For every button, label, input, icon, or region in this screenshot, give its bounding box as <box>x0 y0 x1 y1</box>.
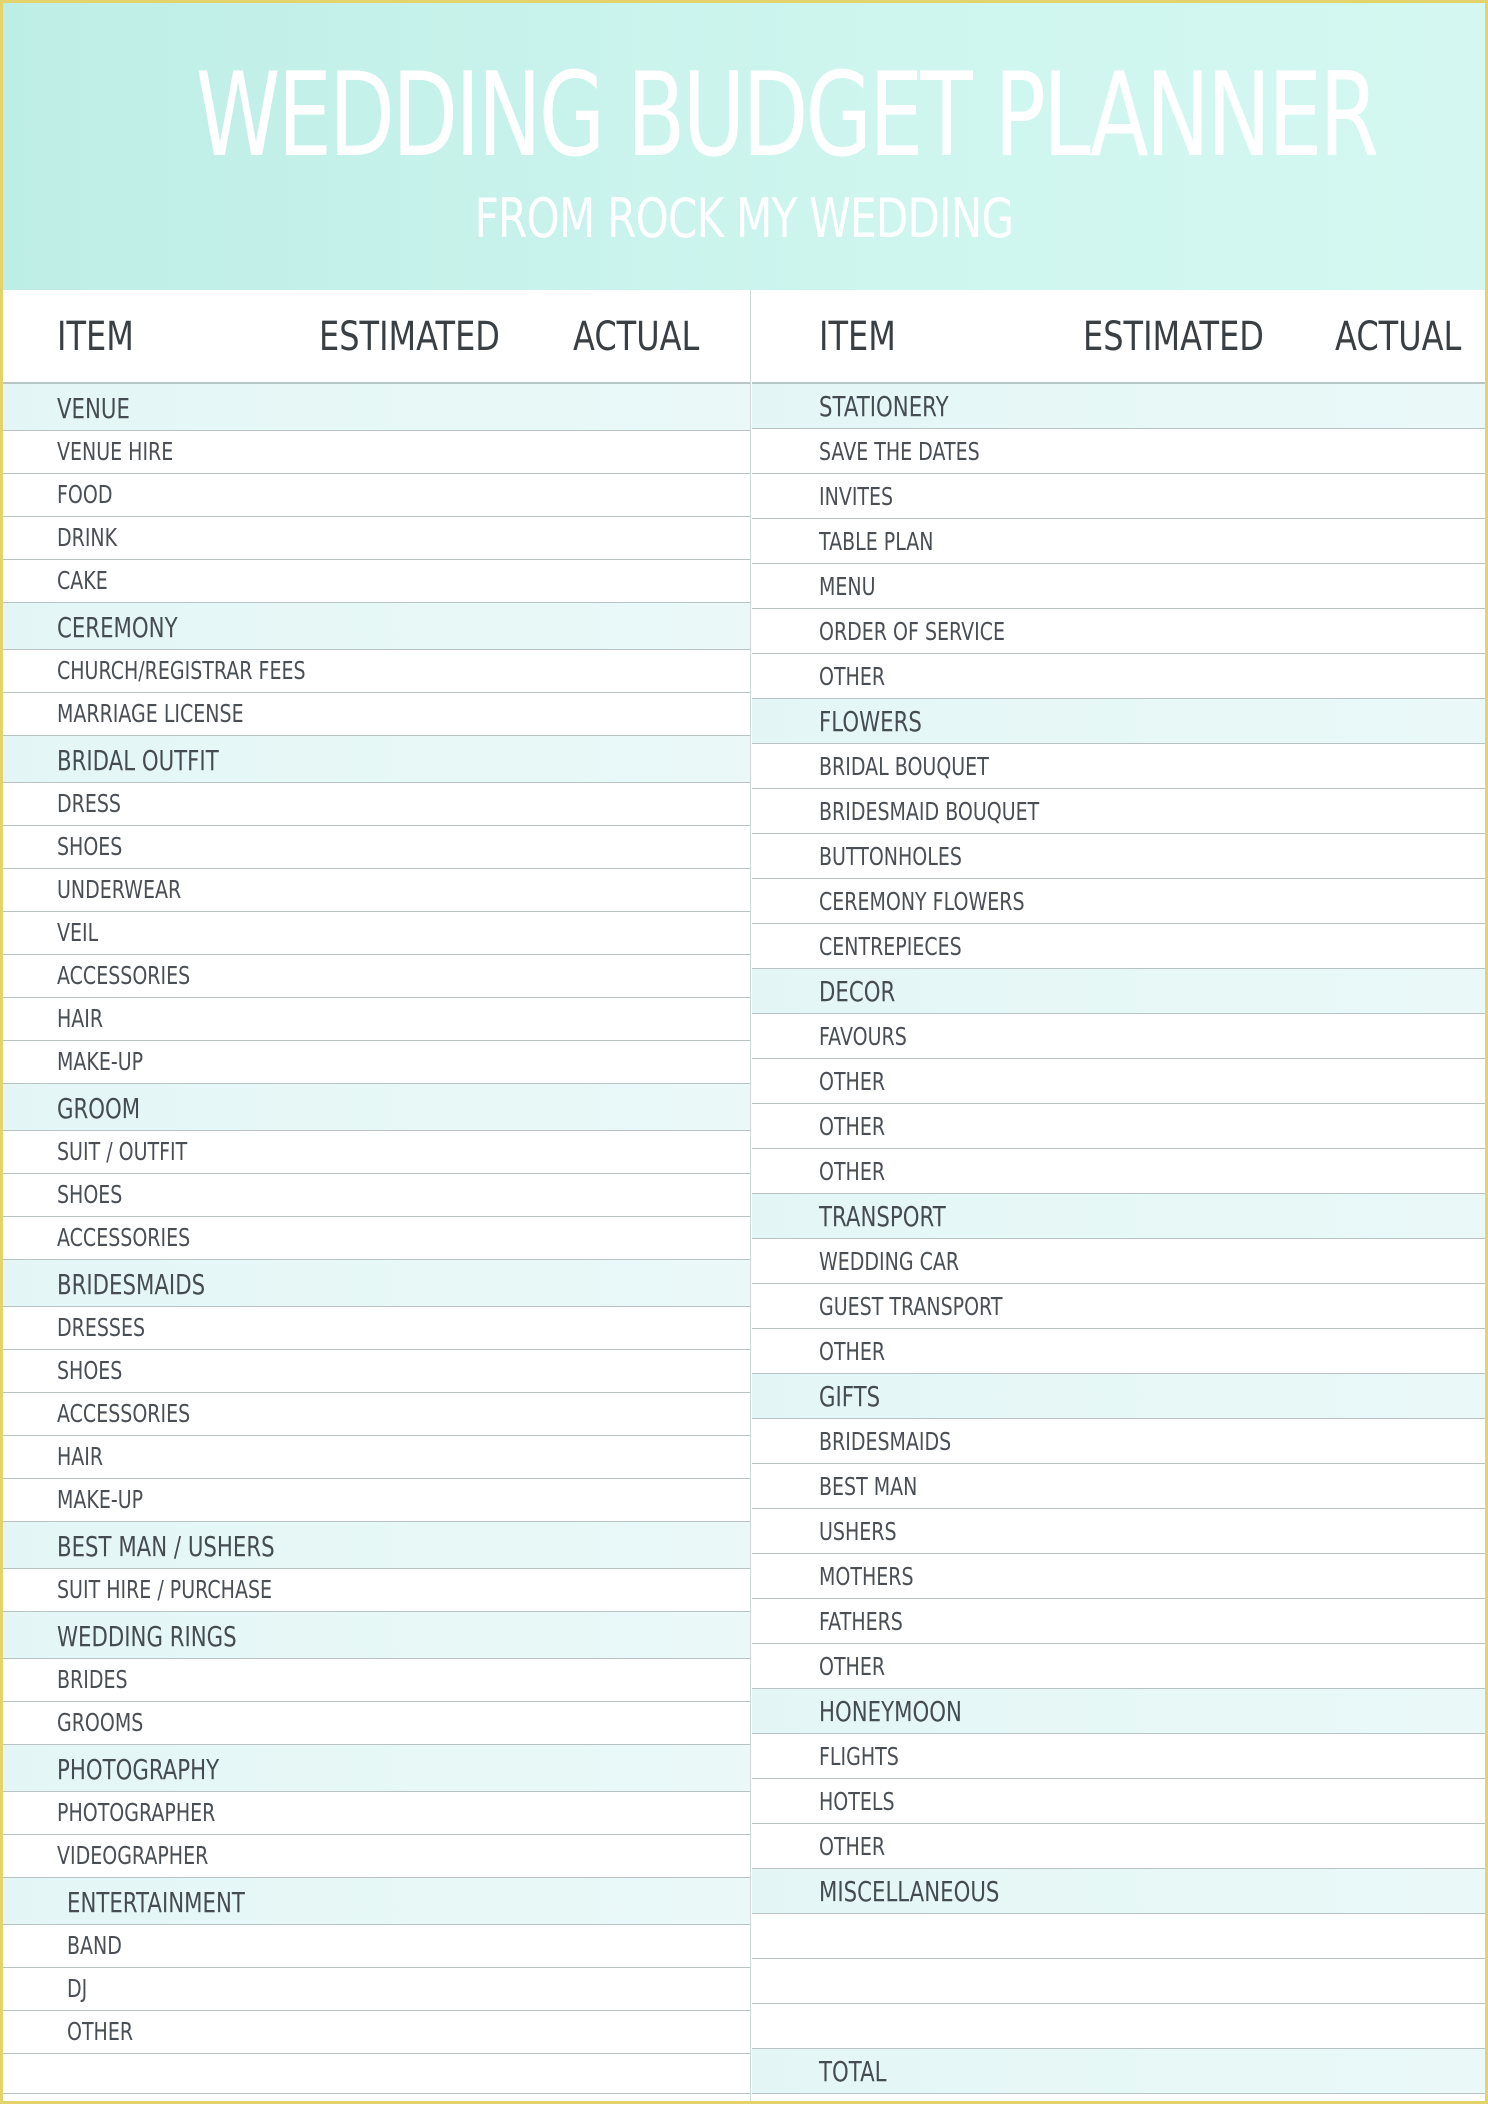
item-label: VENUE HIRE <box>57 437 174 466</box>
item-label: HOTELS <box>819 1787 895 1816</box>
item-label: OTHER <box>67 2017 134 2046</box>
item-label: MARRIAGE LICENSE <box>57 699 244 728</box>
item-label: BRIDESMAID BOUQUET <box>819 797 1040 826</box>
section-label: BRIDAL OUTFIT <box>57 744 219 777</box>
table-row <box>752 609 1488 654</box>
item-label: CAKE <box>57 566 108 595</box>
item-label: ACCESSORIES <box>57 961 191 990</box>
table-row <box>752 1104 1488 1149</box>
table-row <box>752 1419 1488 1464</box>
table-row <box>3 2054 750 2094</box>
table-row <box>752 654 1488 699</box>
section-label: CEREMONY <box>57 611 178 644</box>
section-row <box>3 384 750 431</box>
section-row <box>752 969 1488 1014</box>
table-row <box>752 1329 1488 1374</box>
section-label: GROOM <box>57 1092 141 1125</box>
table-row <box>3 1393 750 1436</box>
section-label: FLOWERS <box>819 705 922 738</box>
table-row <box>3 693 750 736</box>
item-label: MAKE-UP <box>57 1485 144 1514</box>
section-label: MISCELLANEOUS <box>819 1875 1000 1908</box>
table-row <box>752 1464 1488 1509</box>
item-label: BEST MAN <box>819 1472 918 1501</box>
table-row <box>752 1779 1488 1824</box>
table-row <box>752 1149 1488 1194</box>
section-label: ENTERTAINMENT <box>67 1886 245 1919</box>
item-label: GROOMS <box>57 1708 144 1737</box>
item-label: OTHER <box>819 1832 886 1861</box>
section-row <box>3 1878 750 1925</box>
right-column-header <box>752 290 1488 384</box>
item-label: SHOES <box>57 1356 123 1385</box>
item-label: SUIT HIRE / PURCHASE <box>57 1575 273 1604</box>
section-row <box>3 603 750 650</box>
item-label: SHOES <box>57 1180 123 1209</box>
table-row <box>3 1479 750 1522</box>
table-row <box>752 429 1488 474</box>
table-row <box>752 1644 1488 1689</box>
section-row <box>752 1194 1488 1239</box>
table-row <box>3 912 750 955</box>
table-row <box>3 474 750 517</box>
item-label: VEIL <box>57 918 99 947</box>
table-row <box>752 1554 1488 1599</box>
table-row <box>3 1217 750 1260</box>
item-label: CHURCH/REGISTRAR FEES <box>57 656 306 685</box>
section-row <box>752 699 1488 744</box>
item-label: BAND <box>67 1931 122 1960</box>
table-row <box>752 1239 1488 1284</box>
item-label: MAKE-UP <box>57 1047 144 1076</box>
item-label: USHERS <box>819 1517 897 1546</box>
item-label: OTHER <box>819 1337 886 1366</box>
section-label: VENUE <box>57 392 130 425</box>
item-label: OTHER <box>819 1157 886 1186</box>
section-label: STATIONERY <box>819 390 949 423</box>
item-label: ACCESSORIES <box>57 1223 191 1252</box>
item-label: BRIDAL BOUQUET <box>819 752 989 781</box>
section-row <box>3 1745 750 1792</box>
item-label: DRESS <box>57 789 121 818</box>
item-label: BRIDESMAIDS <box>819 1427 952 1456</box>
table-row <box>752 1824 1488 1869</box>
section-label: BRIDESMAIDS <box>57 1268 206 1301</box>
item-label: ORDER OF SERVICE <box>819 617 1006 646</box>
left-budget-table <box>3 290 751 2104</box>
item-label: BRIDES <box>57 1665 128 1694</box>
table-row <box>3 517 750 560</box>
section-label: BEST MAN / USHERS <box>57 1530 275 1563</box>
item-label: MENU <box>819 572 876 601</box>
item-label: FATHERS <box>819 1607 903 1636</box>
table-row <box>3 998 750 1041</box>
table-row <box>752 2004 1488 2049</box>
item-label: SAVE THE DATES <box>819 437 980 466</box>
item-label: WEDDING CAR <box>819 1247 960 1276</box>
item-label: CEREMONY FLOWERS <box>819 887 1025 916</box>
table-row <box>752 1914 1488 1959</box>
item-label: VIDEOGRAPHER <box>57 1841 209 1870</box>
item-label: OTHER <box>819 1067 886 1096</box>
item-label: DRINK <box>57 523 118 552</box>
item-label: BUTTONHOLES <box>819 842 962 871</box>
table-row <box>752 924 1488 969</box>
table-row <box>3 560 750 603</box>
item-label: DJ <box>67 1974 88 2003</box>
item-label: DRESSES <box>57 1313 146 1342</box>
right-rows <box>752 384 1488 2104</box>
table-row <box>3 2011 750 2054</box>
actual-column-header: ACTUAL <box>1335 314 1462 360</box>
table-row <box>752 1599 1488 1644</box>
table-row <box>3 1041 750 1084</box>
table-row <box>3 1702 750 1745</box>
table-row <box>752 564 1488 609</box>
table-row <box>752 474 1488 519</box>
section-label: GIFTS <box>819 1380 881 1413</box>
table-row <box>752 2094 1488 2104</box>
estimated-column-header: ESTIMATED <box>319 314 500 360</box>
section-label: HONEYMOON <box>819 1695 962 1728</box>
item-label: CENTREPIECES <box>819 932 962 961</box>
table-row <box>752 879 1488 924</box>
page-title: WEDDING BUDGET PLANNER <box>195 48 1377 183</box>
section-row <box>752 1869 1488 1914</box>
item-label: FOOD <box>57 480 113 509</box>
item-label: UNDERWEAR <box>57 875 182 904</box>
item-label: SUIT / OUTFIT <box>57 1137 188 1166</box>
item-label: FLIGHTS <box>819 1742 899 1771</box>
table-row <box>752 1959 1488 2004</box>
table-row <box>3 1307 750 1350</box>
section-label: TRANSPORT <box>819 1200 946 1233</box>
table-row <box>3 1569 750 1612</box>
section-row <box>3 736 750 783</box>
section-label: DECOR <box>819 975 896 1008</box>
table-row <box>752 1284 1488 1329</box>
page-subtitle: FROM ROCK MY WEDDING <box>474 187 1014 250</box>
table-row <box>752 744 1488 789</box>
table-row <box>3 431 750 474</box>
item-label: GUEST TRANSPORT <box>819 1292 1003 1321</box>
item-label: SHOES <box>57 832 123 861</box>
table-row <box>3 1131 750 1174</box>
section-row <box>3 1260 750 1307</box>
table-row <box>3 1350 750 1393</box>
item-column-header: ITEM <box>819 314 896 360</box>
section-row <box>3 1522 750 1569</box>
section-row <box>752 1374 1488 1419</box>
left-rows <box>3 384 750 2094</box>
right-budget-table <box>752 290 1488 2104</box>
table-row <box>752 1509 1488 1554</box>
section-row <box>3 1612 750 1659</box>
table-row <box>3 650 750 693</box>
section-row <box>752 1689 1488 1734</box>
item-column-header: ITEM <box>57 314 134 360</box>
item-label: OTHER <box>819 662 886 691</box>
item-label: PHOTOGRAPHER <box>57 1798 216 1827</box>
table-row <box>3 1436 750 1479</box>
table-row <box>3 955 750 998</box>
table-row <box>3 1792 750 1835</box>
item-label: FAVOURS <box>819 1022 907 1051</box>
table-row <box>752 1014 1488 1059</box>
item-label: INVITES <box>819 482 894 511</box>
item-label: TABLE PLAN <box>819 527 934 556</box>
table-row <box>3 1968 750 2011</box>
table-row <box>3 869 750 912</box>
table-row <box>752 1059 1488 1104</box>
table-row <box>752 519 1488 564</box>
section-row <box>752 2049 1488 2094</box>
header-banner <box>3 3 1485 290</box>
table-row <box>3 1835 750 1878</box>
left-column-header <box>3 290 750 384</box>
item-label: HAIR <box>57 1442 104 1471</box>
item-label: ACCESSORIES <box>57 1399 191 1428</box>
estimated-column-header: ESTIMATED <box>1083 314 1264 360</box>
table-row <box>752 834 1488 879</box>
item-label: MOTHERS <box>819 1562 914 1591</box>
section-row <box>3 1084 750 1131</box>
item-label: OTHER <box>819 1652 886 1681</box>
actual-column-header: ACTUAL <box>573 314 700 360</box>
section-row <box>752 384 1488 429</box>
item-label: HAIR <box>57 1004 104 1033</box>
section-label: TOTAL <box>819 2055 887 2088</box>
table-row <box>3 1925 750 1968</box>
table-row <box>752 789 1488 834</box>
section-label: WEDDING RINGS <box>57 1620 237 1653</box>
table-row <box>3 783 750 826</box>
table-row <box>3 1174 750 1217</box>
section-label: PHOTOGRAPHY <box>57 1753 220 1786</box>
table-row <box>3 1659 750 1702</box>
item-label: OTHER <box>819 1112 886 1141</box>
table-row <box>3 826 750 869</box>
table-row <box>752 1734 1488 1779</box>
